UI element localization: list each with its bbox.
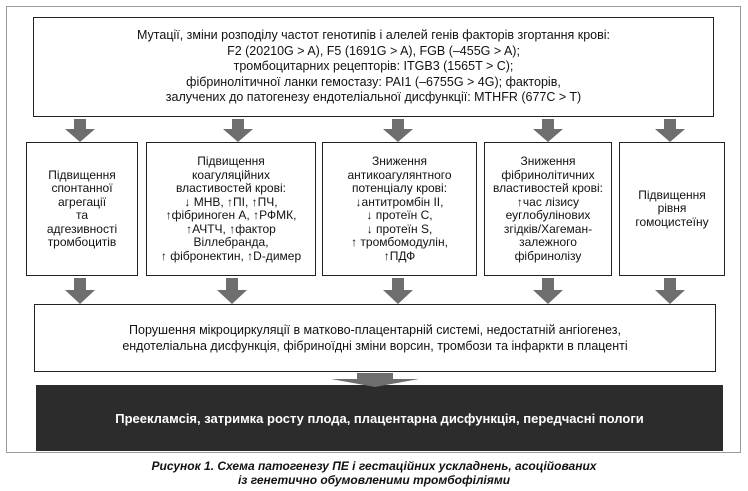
- box-line: еуглобулінових: [505, 208, 591, 222]
- box-line: згідків/Хагеман-: [503, 221, 593, 236]
- mutations-line: тромбоцитарних рецепторів: ITGB3 (1565T > C);: [233, 59, 514, 74]
- mutations-line: залучених до патогенезу ендотеліальної дисфункції: MTHFR (677C > T): [165, 90, 582, 105]
- box-line: тромбоцитів: [47, 235, 117, 249]
- down-arrow-icon: [65, 119, 95, 142]
- mutations-line: F2 (20210G > A), F5 (1691G > A), FGB (–455G > A);: [227, 43, 520, 58]
- down-arrow-icon: [383, 278, 413, 304]
- mutations-line: фібринолітичної ланки гемостазу: PAI1 (–6755G > 4G); факторів,: [186, 74, 561, 89]
- box-line: Підвищення: [197, 154, 265, 168]
- box-line: залежного: [519, 235, 577, 249]
- box-line: фібринолітичних: [501, 167, 595, 182]
- box-line: Віллебранда,: [193, 235, 269, 249]
- box-line: Підвищення: [48, 167, 116, 182]
- arrow-row-middle: [65, 278, 685, 304]
- box-line: ендотеліальна дисфункція, фібриноїдні зміни ворсин, тромбози та інфаркти в плаценті: [122, 339, 628, 353]
- box-line: властивостей крові:: [493, 181, 603, 195]
- mutations-line: Мутації, зміни розподілу частот генотипів і алелей генів факторів згортання крові:: [136, 28, 611, 43]
- down-arrow-icon: [383, 119, 413, 142]
- box-line: ↓ протеїн S,: [366, 221, 433, 236]
- down-arrow-icon: [65, 278, 95, 304]
- box-line: ↑ фібронектин, ↑D-димер: [160, 248, 302, 263]
- box-line: ↑АЧТЧ, ↑фактор: [186, 221, 276, 236]
- box-line: коагуляційних: [192, 167, 270, 182]
- box-line: адгезивності: [46, 221, 118, 236]
- down-arrow-icon: [223, 119, 253, 142]
- box-line: ↑ПДФ: [383, 248, 416, 263]
- box-line: гомоцистеїну: [635, 214, 709, 229]
- box-line: Порушення мікроциркуляції в матково-плацентарній системі, недостатній ангіогенез,: [129, 323, 621, 337]
- box-line: Зниження: [520, 154, 576, 168]
- box-line: антикоагулянтного: [347, 167, 452, 182]
- box-line: потенціалу крові:: [351, 181, 448, 195]
- box-line: Зниження: [371, 154, 428, 168]
- box-line: ↓антитромбін II,: [355, 194, 444, 209]
- down-arrow-icon: [533, 278, 563, 304]
- box-line: ↓ протеїн С,: [366, 208, 433, 222]
- down-arrow-icon: [655, 119, 685, 142]
- box-line: властивостей крові:: [176, 181, 286, 195]
- box-line: ↑ тромбомодулін,: [351, 235, 448, 249]
- arrow-row-top: [65, 119, 685, 142]
- box-line: ↑час лізису: [516, 194, 580, 209]
- wide-down-arrow-icon: [331, 373, 419, 387]
- figure-caption-line-2: із генетично обумовленими тромбофіліями: [237, 473, 511, 487]
- down-arrow-icon: [655, 278, 685, 304]
- box-line: ↑фібриноген А, ↑РФМК,: [165, 208, 297, 222]
- figure-caption-line-1: Рисунок 1. Схема патогенезу ПЕ і гестаційних ускладнень, асоційованих: [151, 459, 597, 473]
- outcome-text: Преекламсія, затримка росту плода, плацентарна дисфункція, передчасні пологи: [115, 410, 644, 426]
- box-line: ↓ МНВ, ↑ПІ, ↑ПЧ,: [184, 194, 278, 209]
- box-line: спонтанної: [51, 181, 113, 195]
- box-line: рівня: [657, 201, 687, 216]
- box-line: фібринолізу: [514, 248, 582, 263]
- down-arrow-icon: [533, 119, 563, 142]
- box-line: агрегації: [57, 194, 107, 209]
- down-arrow-icon: [217, 278, 247, 304]
- box-line: Підвищення: [638, 187, 706, 202]
- box-line: та: [75, 208, 89, 222]
